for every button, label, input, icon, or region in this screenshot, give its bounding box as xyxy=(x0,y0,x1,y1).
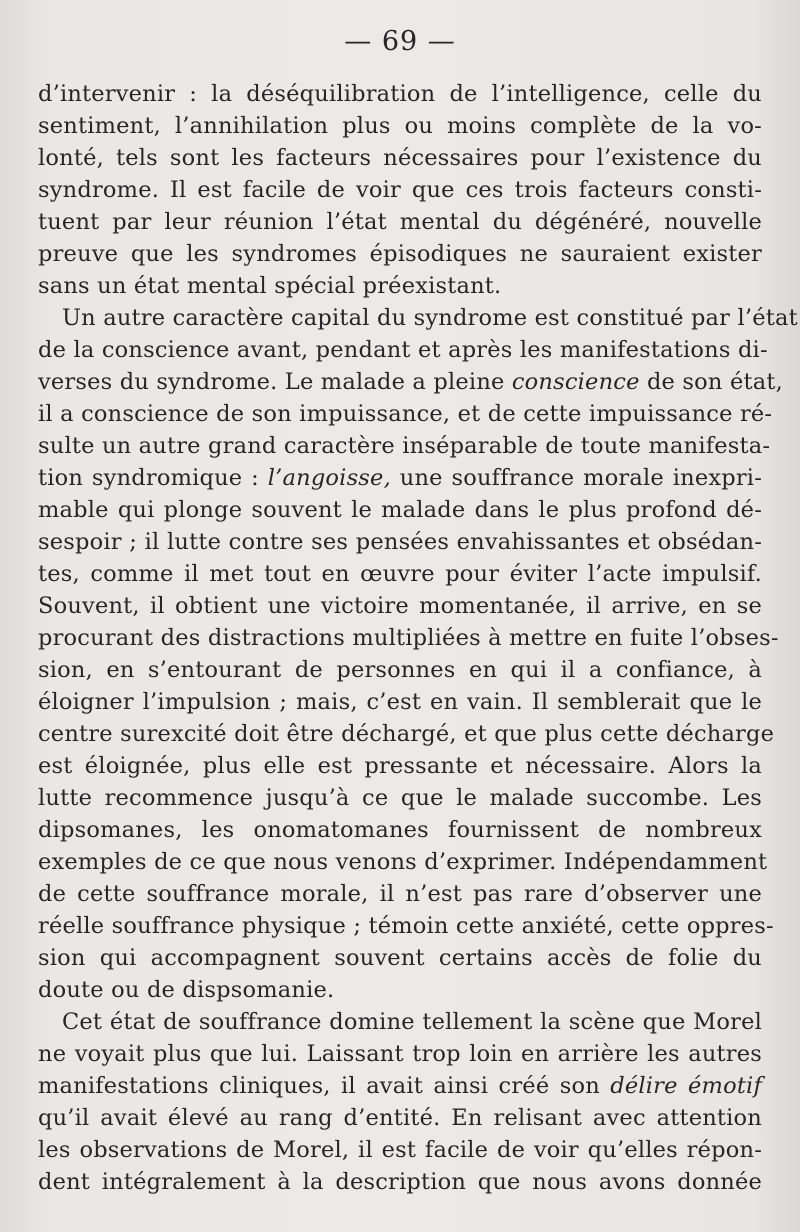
text-line: réelle souffrance physique ; témoin cette anxiété, cette oppres- xyxy=(38,913,774,939)
text-line: sespoir ; il lutte contre ses pensées envahissantes et obsédan- xyxy=(38,529,762,555)
text-line: éloigner l’impulsion ; mais, c’est en vain. Il semblerait que le xyxy=(38,689,762,715)
text-line: est éloignée, plus elle est pressante et nécessaire. Alors la xyxy=(38,753,762,779)
text-run: verses du syndrome. Le malade a pleine xyxy=(38,369,512,395)
text-line: Cet état de souffrance domine tellement la scène que Morel xyxy=(62,1009,762,1035)
text-line: qu’il avait élevé au rang d’entité. En relisant avec attention xyxy=(38,1105,762,1131)
text-line: dipsomanes, les onomatomanes fournissent de nombreux xyxy=(38,817,762,843)
text-line: tes, comme il met tout en œuvre pour éviter l’acte impulsif. xyxy=(38,561,762,587)
text-line: de la conscience avant, pendant et après les manifestations di- xyxy=(38,337,768,363)
italic-term: délire émotif xyxy=(610,1073,762,1099)
text-line: Souvent, il obtient une victoire momentanée, il arrive, en se xyxy=(38,593,762,619)
text-line: ne voyait plus que lui. Laissant trop loin en arrière les autres xyxy=(38,1041,762,1067)
text-line: preuve que les syndromes épisodiques ne sauraient exister xyxy=(38,241,762,267)
text-run: une souffrance morale inexpri- xyxy=(390,465,763,491)
text-line: procurant des distractions multipliées à mettre en fuite l’obses- xyxy=(38,625,779,651)
text-run: tion syndromique : xyxy=(38,465,268,491)
text-run: de son état, xyxy=(639,369,783,395)
text-line: sion, en s’entourant de personnes en qui il a confiance, à xyxy=(38,657,762,683)
text-line: centre surexcité doit être déchargé, et que plus cette décharge xyxy=(38,721,775,747)
text-line: doute ou de dispsomanie. xyxy=(38,977,335,1003)
text-line: les observations de Morel, il est facile de voir qu’elles répon- xyxy=(38,1137,762,1163)
text-line: tuent par leur réunion l’état mental du dégénéré, nouvelle xyxy=(38,209,762,235)
text-line: il a conscience de son impuissance, et de cette impuissance ré- xyxy=(38,401,773,427)
text-line: exemples de ce que nous venons d’exprimer. Indépendamment xyxy=(38,849,768,875)
text-line xyxy=(38,1070,762,1102)
text-line xyxy=(38,366,783,398)
text-run: manifestations cliniques, il avait ainsi créé son xyxy=(38,1073,611,1099)
text-line: lutte recommence jusqu’à ce que le malade succombe. Les xyxy=(38,785,762,811)
text-line: lonté, tels sont les facteurs nécessaires pour l’existence du xyxy=(38,145,762,171)
text-line: syndrome. Il est facile de voir que ces trois facteurs consti- xyxy=(38,177,762,203)
text-line: d’intervenir : la déséquilibration de l’intelligence, celle du xyxy=(38,81,762,107)
italic-term: conscience xyxy=(511,369,640,395)
text-line: Un autre caractère capital du syndrome est constitué par l’état xyxy=(62,305,798,331)
text-line: dent intégralement à la description que nous avons donnée xyxy=(38,1169,762,1195)
italic-term: l’angoisse, xyxy=(267,465,391,491)
text-line: de cette souffrance morale, il n’est pas rare d’observer une xyxy=(38,881,762,907)
text-line: sans un état mental spécial préexistant. xyxy=(38,273,502,299)
text-line: sulte un autre grand caractère inséparable de toute manifesta- xyxy=(38,433,771,459)
page-number: — 69 — xyxy=(344,26,456,57)
text-line xyxy=(38,462,762,494)
text-line: sion qui accompagnent souvent certains accès de folie du xyxy=(38,945,762,971)
text-line: sentiment, l’annihilation plus ou moins complète de la vo- xyxy=(38,113,762,139)
text-line: mable qui plonge souvent le malade dans le plus profond dé- xyxy=(38,497,762,523)
